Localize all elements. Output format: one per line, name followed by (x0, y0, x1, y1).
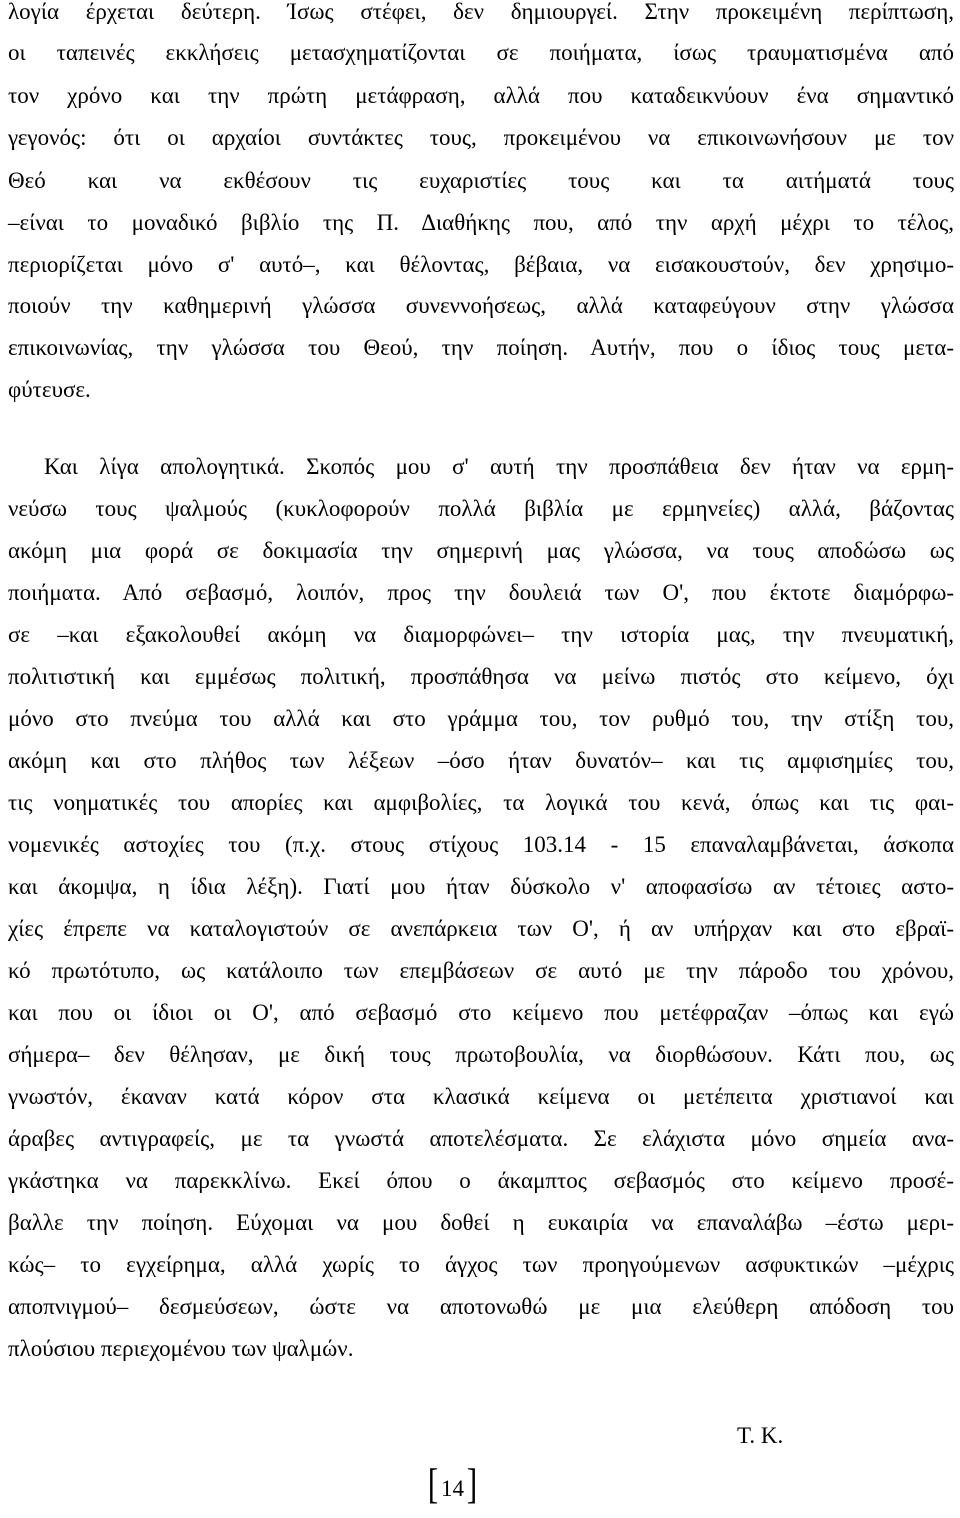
page-number-open-bracket: [ (427, 1462, 439, 1508)
paragraph-2-line-15: σήμερα– δεν θέλησαν, με δική τους πρωτοβουλία, να διορθώσουν. Κάτι που, ως (8, 1042, 954, 1067)
paragraph-2-line-17: άραβες αντιγραφείς, με τα γνωστά αποτελέσματα. Σε ελάχιστα μόνο σημεία ανα- (8, 1126, 954, 1151)
page-number-value: 14 (441, 1475, 464, 1501)
paragraph-1-line-10: φύτευσε. (8, 377, 91, 402)
paragraph-1-line-5: Θεό και να εκθέσουν τις ευχαριστίες τους και τα αιτήματά τους (8, 168, 954, 193)
paragraph-2-line-11: και άκομψα, η ίδια λέξη). Γιατί μου ήταν δύσκολο ν' αποφασίσω αν τέτοιες αστο- (8, 874, 954, 899)
paragraph-1-line-9: επικοινωνίας, την γλώσσα του Θεού, την ποίηση. Αυτήν, που ο ίδιος τους μετα- (8, 335, 954, 360)
paragraph-2-line-5: σε –και εξακολουθεί ακόμη να διαμορφώνει– την ιστορία μας, την πνευματική, (8, 622, 954, 647)
paragraph-2-line-4: ποιήματα. Από σεβασμό, λοιπόν, προς την δουλειά των Ο', που έκτοτε διαμόρφω- (8, 580, 954, 605)
paragraph-2-line-21: αποπνιγμού– δεσμεύσεων, ώστε να αποτονωθώ με μια ελεύθερη απόδοση του (8, 1294, 954, 1319)
paragraph-1-line-7: περιορίζεται μόνο σ' αυτό–, και θέλοντας, βέβαια, να εισακουστούν, δεν χρησιμο- (8, 252, 954, 277)
paragraph-2-line-19: βαλλε την ποίηση. Εύχομαι να μου δοθεί η ευκαιρία να επαναλάβω –έστω μερι- (8, 1210, 954, 1235)
paragraph-2-line-2: νεύσω τους ψαλμούς (κυκλοφορούν πολλά βιβλία με ερμηνείες) αλλά, βάζοντας (8, 496, 954, 521)
paragraph-2-line-20: κώς– το εγχείρημα, αλλά χωρίς το άγχος των προηγούμενων ασφυκτικών –μέχρις (8, 1252, 954, 1277)
page-number-close-bracket: ] (466, 1462, 478, 1508)
paragraph-1-line-3: τον χρόνο και την πρώτη μετάφραση, αλλά που καταδεικνύουν ένα σημαντικό (8, 83, 954, 108)
paragraph-2-line-9: τις νοηματικές του απορίες και αμφιβολίες, τα λογικά του κενά, όπως και τις φαι- (8, 790, 954, 815)
paragraph-1-line-4: γεγονός: ότι οι αρχαίοι συντάκτες τους, προκειμένου να επικοινωνήσουν με τον (8, 125, 954, 150)
paragraph-2-line-22: πλούσιου περιεχομένου των ψαλμών. (8, 1336, 354, 1361)
paragraph-2-line-14: και που οι ίδιοι οι Ο', από σεβασμό στο κείμενο που μετέφραζαν –όπως και εγώ (8, 1000, 954, 1025)
paragraph-1-line-1: λογία έρχεται δεύτερη. Ίσως στέφει, δεν δημιουργεί. Στην προκειμένη περίπτωση, (8, 0, 954, 24)
paragraph-1-line-6: –είναι το μοναδικό βιβλίο της Π. Διαθήκης που, από την αρχή μέχρι το τέλος, (8, 210, 954, 235)
paragraph-1-line-8: ποιούν την καθημερινή γλώσσα συνεννοήσεως, αλλά καταφεύγουν στην γλώσσα (8, 293, 954, 318)
paragraph-2-line-10: νομενικές αστοχίες του (π.χ. στους στίχους 103.14 - 15 επαναλαμβάνεται, άσκοπα (8, 832, 954, 857)
paragraph-2-line-6: πολιτιστική και εμμέσως πολιτική, προσπάθησα να μείνω πιστός στο κείμενο, όχι (8, 664, 954, 689)
paragraph-2-line-3: ακόμη μια φορά σε δοκιμασία την σημερινή μας γλώσσα, να τους αποδώσω ως (8, 538, 954, 563)
author-signature: Τ. Κ. (737, 1423, 784, 1448)
paragraph-2-line-13: κό πρωτότυπο, ως κατάλοιπο των επεμβάσεων σε αυτό με την πάροδο του χρόνου, (8, 958, 954, 983)
paragraph-2-line-1: Και λίγα απολογητικά. Σκοπός μου σ' αυτή την προσπάθεια δεν ήταν να ερμη- (44, 454, 954, 479)
paragraph-2-line-16: γνωστόν, έκαναν κατά κόρον στα κλασικά κείμενα οι μετέπειτα χριστιανοί και (8, 1084, 954, 1109)
paragraph-1-line-2: οι ταπεινές εκκλήσεις μετασχηματίζονται σε ποιήματα, ίσως τραυματισμένα από (8, 40, 954, 65)
paragraph-2-line-18: γκάστηκα να παρεκκλίνω. Εκεί όπου ο άκαμπτος σεβασμός στο κείμενο προσέ- (8, 1168, 954, 1193)
paragraph-2-line-7: μόνο στο πνεύμα του αλλά και στο γράμμα του, τον ρυθμό του, την στίξη του, (8, 706, 954, 731)
paragraph-2-line-12: χίες έπρεπε να καταλογιστούν σε ανεπάρκεια των Ο', ή αν υπήρχαν και στο εβραϊ- (8, 916, 954, 941)
paragraph-2-line-8: ακόμη και στο πλήθος των λέξεων –όσο ήταν δυνατόν– και τις αμφισημίες του, (8, 748, 954, 773)
page-number (426, 1462, 479, 1508)
